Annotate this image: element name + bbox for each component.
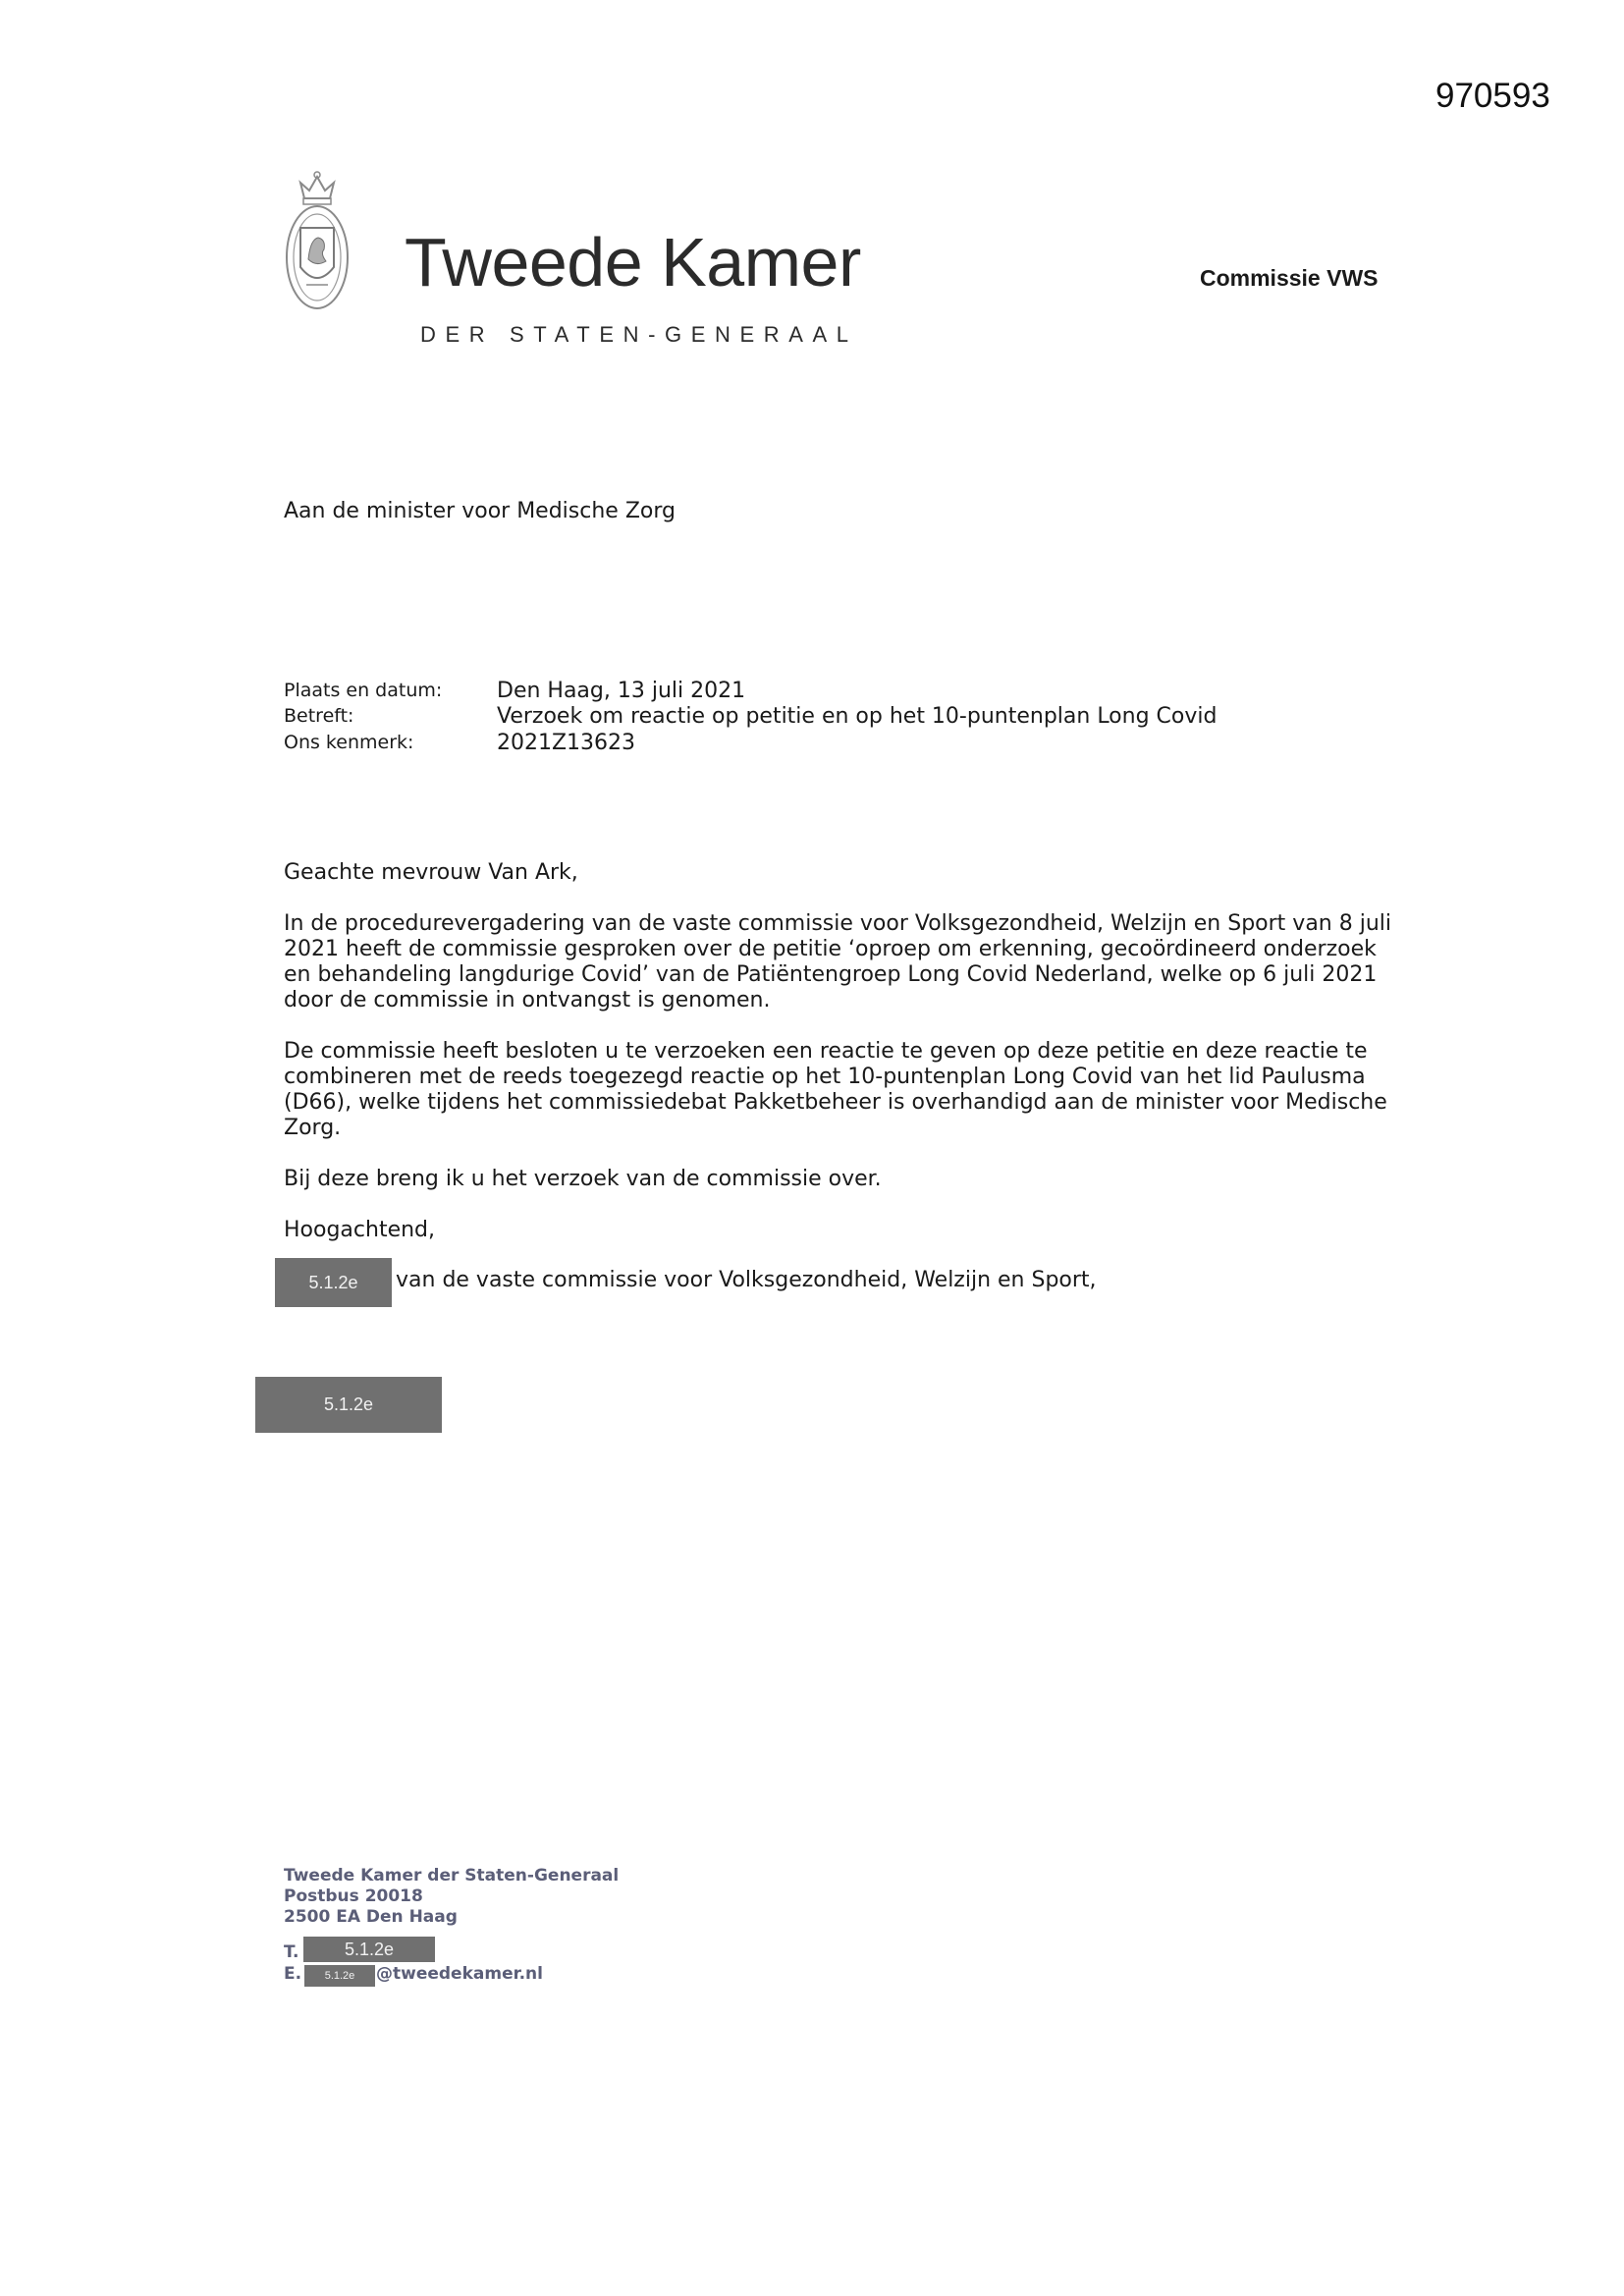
meta-value-date: Den Haag, 13 juli 2021 [497, 679, 746, 703]
redaction-email: 5.1.2e [304, 1965, 375, 1987]
logo-wordmark: Tweede Kamer [405, 224, 861, 301]
meta-value-subject: Verzoek om reactie op petitie en op het 10-puntenplan Long Covid [497, 704, 1218, 729]
crest-logo [285, 169, 350, 314]
logo-subtitle: DER STATEN-GENERAAL [420, 322, 858, 347]
committee-name: Commissie VWS [1200, 265, 1379, 291]
document-number: 970593 [1435, 77, 1550, 115]
footer-email-domain: @tweedekamer.nl [376, 1964, 543, 1984]
footer-postbus: Postbus 20018 [284, 1886, 423, 1906]
footer-city: 2500 EA Den Haag [284, 1907, 458, 1927]
redaction-phone: 5.1.2e [303, 1937, 435, 1962]
body-paragraph-1: In de procedurevergadering van de vaste commissie voor Volksgezondheid, Welzijn en Sport van 8 juli 2021 heeft de commissie gesproken over de petitie ‘oproep om erkenning, gecoördineerd onderzoek en behandeling langdurige Covid’ van de Patiëntengroep Long Covid Nederland, welke op 6 juli 2021 door de commissie in ontvangst is genomen. [284, 911, 1392, 1012]
redaction-signatory-title: 5.1.2e [275, 1258, 392, 1307]
salutation: Geachte mevrouw Van Ark, [284, 860, 578, 885]
meta-value-reference: 2021Z13623 [497, 731, 636, 755]
addressee: Aan de minister voor Medische Zorg [284, 499, 676, 523]
meta-label-subject: Betreft: [284, 705, 354, 727]
body-paragraph-3: Bij deze breng ik u het verzoek van de commissie over. [284, 1167, 882, 1191]
redaction-signatory-name: 5.1.2e [255, 1377, 442, 1433]
meta-label-reference: Ons kenmerk: [284, 732, 414, 753]
closing: Hoogachtend, [284, 1218, 436, 1242]
meta-label-date: Plaats en datum: [284, 680, 443, 701]
footer-org: Tweede Kamer der Staten-Generaal [284, 1866, 620, 1886]
signature-line: van de vaste commissie voor Volksgezondheid, Welzijn en Sport, [396, 1268, 1097, 1292]
footer-email-prefix: E. [284, 1964, 302, 1984]
footer-phone-prefix: T. [284, 1942, 299, 1962]
body-paragraph-2: De commissie heeft besloten u te verzoeken een reactie te geven op deze petitie en deze reactie te combineren met de reeds toegezegd reactie op het 10-puntenplan Long Covid van het lid Paulusma (D66), welke tijdens het commissiedebat Pakketbeheer is overhandigd aan de minister voor Medische Zorg. [284, 1039, 1387, 1140]
